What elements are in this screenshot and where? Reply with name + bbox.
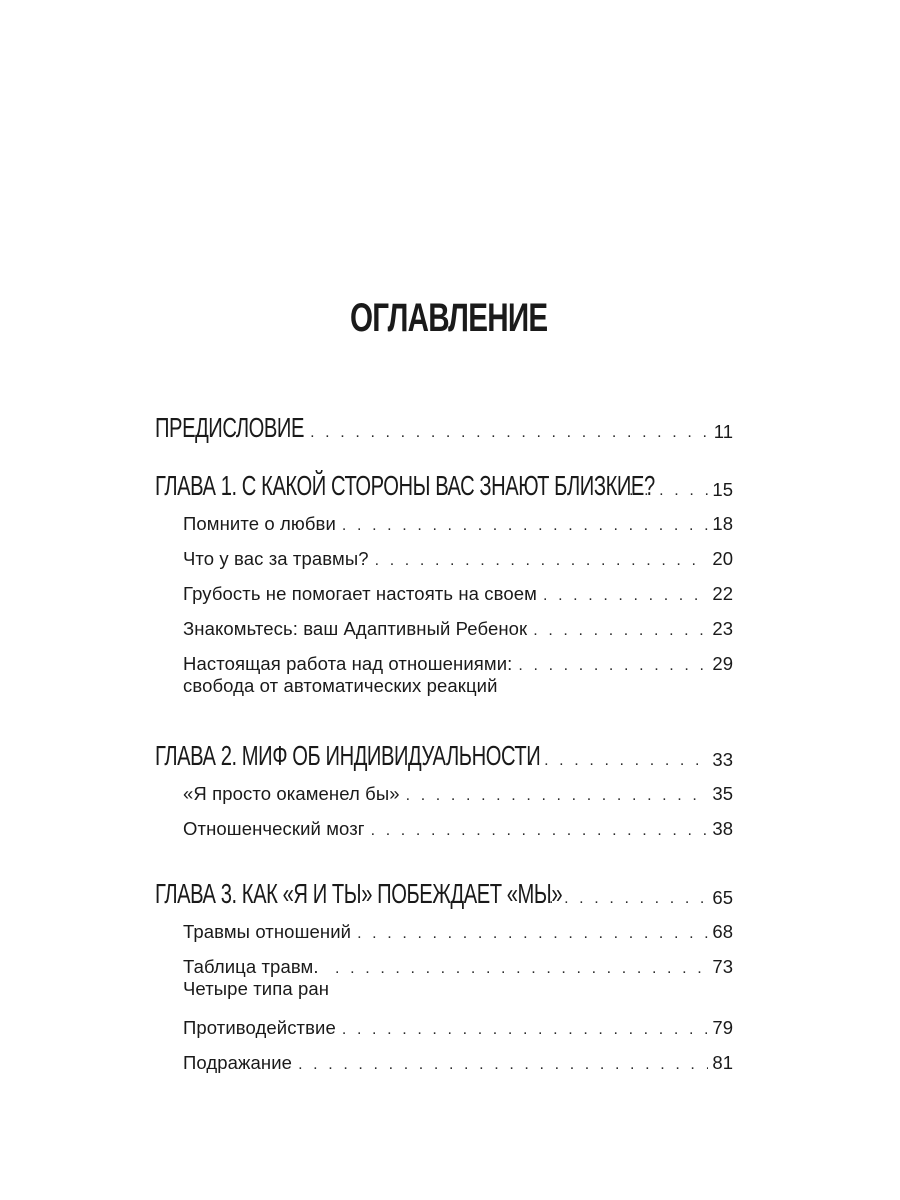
toc-entry-label: Противодействие — [183, 1017, 336, 1038]
toc-entry-label: Отношенческий мозг — [183, 818, 365, 839]
toc-entry-label — [183, 956, 329, 1000]
dot-leader — [533, 620, 708, 642]
toc-entry-section[interactable] — [183, 548, 733, 572]
toc-entry-chapter-2[interactable] — [155, 740, 733, 772]
toc-page-number: 23 — [712, 618, 733, 639]
toc-page-number: 65 — [712, 887, 733, 908]
table-of-contents — [155, 0, 733, 1200]
toc-entry-label: Грубость не помогает настоять на своем — [183, 583, 537, 604]
toc-entry-chapter-3[interactable] — [155, 878, 733, 910]
toc-entry-section[interactable] — [183, 921, 733, 945]
toc-entry-label-line: Таблица травм. — [183, 956, 319, 977]
toc-page-number: 73 — [712, 956, 733, 977]
toc-entry-label-line: Четыре типа ран — [183, 978, 330, 999]
toc-entry-label: Подражание — [183, 1052, 293, 1073]
toc-entry-label-line: Настоящая работа над отношениями: — [183, 653, 513, 674]
toc-entry-label: ГЛАВА 3. КАК «Я И ТЫ» ПОБЕЖДАЕТ «МЫ» — [155, 878, 563, 909]
toc-page-number: 11 — [713, 421, 733, 442]
toc-page-number: 79 — [712, 1017, 733, 1038]
toc-page-number: 22 — [712, 583, 733, 604]
toc-entry-label: Помните о любви — [183, 513, 336, 534]
dot-leader — [357, 923, 708, 945]
toc-entry-section-multiline[interactable] — [183, 956, 733, 1000]
toc-page-number: 20 — [712, 548, 733, 569]
toc-entry-preface[interactable] — [155, 412, 733, 444]
toc-entry-label: ГЛАВА 1. С КАКОЙ СТОРОНЫ ВАС ЗНАЮТ БЛИЗКИЕ? — [155, 470, 655, 501]
toc-entry-label: Знакомьтесь: ваш Адаптивный Ребенок — [183, 618, 528, 639]
dot-leader — [518, 655, 708, 677]
toc-entry-section[interactable] — [183, 818, 733, 842]
toc-page-number: 68 — [712, 921, 733, 942]
toc-entry-section[interactable] — [183, 1052, 733, 1076]
toc-page-number: 18 — [712, 513, 733, 534]
toc-entry-label: «Я просто окаменел бы» — [183, 783, 400, 804]
dot-leader — [342, 1019, 709, 1041]
toc-page-number: 81 — [712, 1052, 733, 1073]
toc-entry-label — [183, 653, 512, 697]
toc-page-number: 33 — [712, 749, 733, 770]
toc-entry-section[interactable] — [183, 583, 733, 607]
toc-entry-section-multiline[interactable] — [183, 653, 733, 697]
dot-leader — [406, 785, 709, 807]
toc-entry-section[interactable] — [183, 618, 733, 642]
toc-page-number: 38 — [712, 818, 733, 839]
dot-leader — [371, 820, 709, 842]
toc-entry-label: Травмы отношений — [183, 921, 352, 942]
dot-leader — [549, 890, 708, 908]
toc-entry-label-line: свобода от автоматических реакций — [183, 675, 498, 696]
toc-entry-label: Что у вас за травмы? — [183, 548, 369, 569]
dot-leader — [529, 752, 708, 770]
dot-leader — [298, 1054, 708, 1076]
page-title: ОГЛАВЛЕНИЕ — [350, 296, 548, 340]
dot-leader — [543, 585, 708, 607]
dot-leader — [342, 515, 709, 537]
toc-entry-section[interactable] — [183, 783, 733, 807]
toc-entry-chapter-1[interactable] — [155, 470, 733, 502]
dot-leader — [335, 958, 708, 980]
dot-leader — [295, 424, 710, 442]
toc-page-number: 15 — [712, 479, 733, 500]
toc-page-number: 29 — [712, 653, 733, 674]
toc-page-number: 35 — [712, 783, 733, 804]
dot-leader — [375, 550, 709, 572]
toc-entry-label: ПРЕДИСЛОВИЕ — [155, 412, 304, 443]
toc-entry-section[interactable] — [183, 513, 733, 537]
toc-entry-section[interactable] — [183, 1017, 733, 1041]
toc-entry-label: ГЛАВА 2. МИФ ОБ ИНДИВИДУАЛЬНОСТИ — [155, 740, 541, 771]
